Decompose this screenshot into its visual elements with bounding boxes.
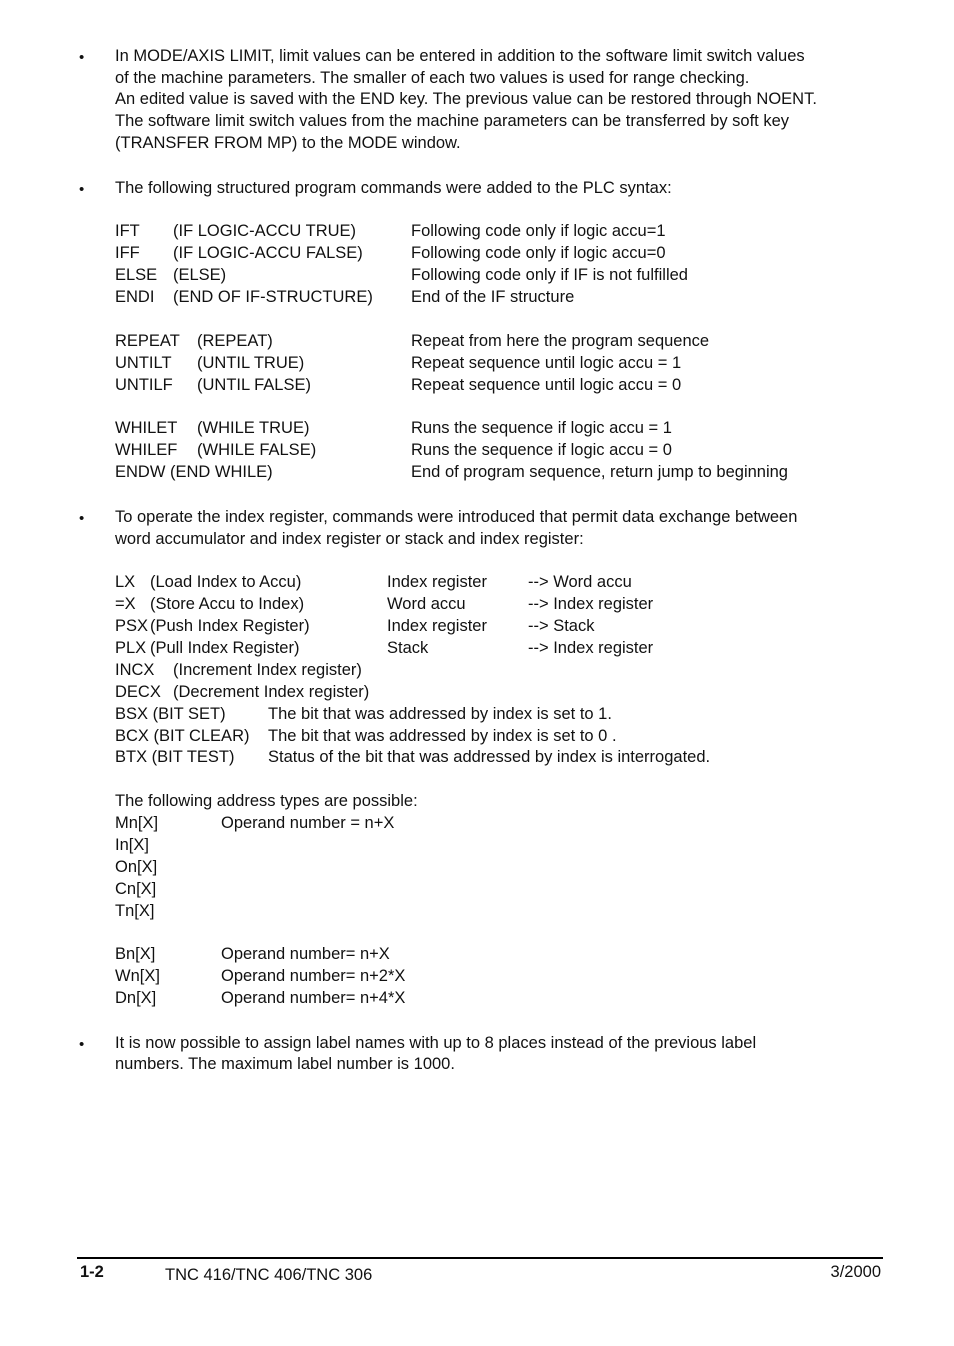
- paragraph-line: of the machine parameters. The smaller of each two values is used for range checking.: [115, 69, 750, 87]
- paragraph-line: The software limit switch values from the machine parameters can be transferred by soft key: [115, 112, 790, 130]
- paragraph-line: (TRANSFER FROM MP) to the MODE window.: [115, 134, 461, 152]
- command-name: DECX: [115, 683, 161, 701]
- command-name: BTX (BIT TEST): [115, 748, 235, 766]
- command-meaning: Status of the bit that was addressed by index is interrogated.: [268, 748, 711, 766]
- command-meaning: Repeat from here the program sequence: [411, 332, 710, 350]
- command-name: PSX: [115, 617, 149, 635]
- command-name: INCX: [115, 661, 155, 679]
- command-desc: (Decrement Index register): [173, 683, 370, 701]
- address-type: Cn[X]: [115, 880, 157, 898]
- transfer-target: --> Stack: [528, 617, 595, 635]
- bullet: •: [79, 510, 85, 527]
- command-name: IFF: [115, 244, 140, 262]
- paragraph-line: word accumulator and index register or stack and index register:: [115, 530, 584, 548]
- transfer-target: --> Word accu: [528, 573, 632, 591]
- command-meaning: Following code only if IF is not fulfilled: [411, 266, 688, 284]
- command-meaning: Repeat sequence until logic accu = 1: [411, 354, 682, 372]
- command-name: UNTILT: [115, 354, 172, 372]
- command-desc: (Pull Index Register): [150, 639, 300, 657]
- address-meaning: Operand number= n+X: [221, 945, 390, 963]
- paragraph-line: In MODE/AXIS LIMIT, limit values can be entered in addition to the software limit switch values: [115, 47, 805, 65]
- command-desc: (IF LOGIC-ACCU TRUE): [173, 222, 357, 240]
- bullet: •: [79, 1036, 85, 1053]
- command-desc: (REPEAT): [197, 332, 273, 350]
- command-desc: (Push Index Register): [150, 617, 310, 635]
- paragraph-line: It is now possible to assign label names with up to 8 places instead of the previous label: [115, 1034, 757, 1052]
- command-name: REPEAT: [115, 332, 180, 350]
- command-name: ENDW (END WHILE): [115, 463, 273, 481]
- command-meaning: Runs the sequence if logic accu = 1: [411, 419, 672, 437]
- transfer-source: Index register: [387, 617, 487, 635]
- command-meaning: The bit that was addressed by index is set to 0 .: [268, 727, 617, 745]
- command-name: UNTILF: [115, 376, 173, 394]
- command-name: ENDI: [115, 288, 155, 306]
- command-desc: (UNTIL FALSE): [197, 376, 311, 394]
- command-meaning: End of program sequence, return jump to beginning: [411, 463, 788, 481]
- document-date: 3/2000: [830, 1263, 881, 1281]
- bullet: •: [79, 49, 85, 66]
- command-desc: (Increment Index register): [173, 661, 362, 679]
- address-type: Tn[X]: [115, 902, 155, 920]
- command-desc: (Store Accu to Index): [150, 595, 305, 613]
- paragraph-line: An edited value is saved with the END key. The previous value can be restored through NOENT.: [115, 90, 817, 108]
- address-type: Wn[X]: [115, 967, 160, 985]
- command-desc: (Load Index to Accu): [150, 573, 302, 591]
- address-meaning: Operand number= n+2*X: [221, 967, 406, 985]
- command-meaning: End of the IF structure: [411, 288, 575, 306]
- document-title: TNC 416/TNC 406/TNC 306: [165, 1266, 373, 1284]
- command-meaning: The bit that was addressed by index is set to 1.: [268, 705, 612, 723]
- address-type: In[X]: [115, 836, 149, 854]
- address-type: On[X]: [115, 858, 158, 876]
- transfer-source: Stack: [387, 639, 429, 657]
- paragraph-line: To operate the index register, commands were introduced that permit data exchange between: [115, 508, 798, 526]
- command-name: IFT: [115, 222, 140, 240]
- footer-divider: [77, 1257, 883, 1259]
- paragraph-line: numbers. The maximum label number is 1000.: [115, 1055, 455, 1073]
- page-number: 1-2: [80, 1263, 104, 1281]
- command-desc: (UNTIL TRUE): [197, 354, 305, 372]
- address-type: Bn[X]: [115, 945, 156, 963]
- command-name: LX: [115, 573, 136, 591]
- address-type: Dn[X]: [115, 989, 157, 1007]
- command-meaning: Following code only if logic accu=1: [411, 222, 666, 240]
- command-meaning: Repeat sequence until logic accu = 0: [411, 376, 682, 394]
- command-desc: (END OF IF-STRUCTURE): [173, 288, 373, 306]
- address-type: Mn[X]: [115, 814, 159, 832]
- transfer-target: --> Index register: [528, 595, 654, 613]
- command-name: BCX (BIT CLEAR): [115, 727, 250, 745]
- command-meaning: Runs the sequence if logic accu = 0: [411, 441, 672, 459]
- address-meaning: Operand number= n+4*X: [221, 989, 406, 1007]
- command-name: BSX (BIT SET): [115, 705, 226, 723]
- paragraph-line: The following structured program commands were added to the PLC syntax:: [115, 179, 672, 197]
- command-name: WHILET: [115, 419, 178, 437]
- command-desc: (WHILE TRUE): [197, 419, 310, 437]
- transfer-source: Word accu: [387, 595, 466, 613]
- command-meaning: Following code only if logic accu=0: [411, 244, 666, 262]
- transfer-source: Index register: [387, 573, 487, 591]
- address-meaning: Operand number = n+X: [221, 814, 395, 832]
- command-name: PLX: [115, 639, 147, 657]
- transfer-target: --> Index register: [528, 639, 654, 657]
- command-desc: (IF LOGIC-ACCU FALSE): [173, 244, 363, 262]
- command-name: =X: [115, 595, 136, 613]
- command-name: ELSE: [115, 266, 158, 284]
- paragraph-line: The following address types are possible:: [115, 792, 418, 810]
- command-desc: (ELSE): [173, 266, 227, 284]
- command-name: WHILEF: [115, 441, 178, 459]
- bullet: •: [79, 181, 85, 198]
- command-desc: (WHILE FALSE): [197, 441, 317, 459]
